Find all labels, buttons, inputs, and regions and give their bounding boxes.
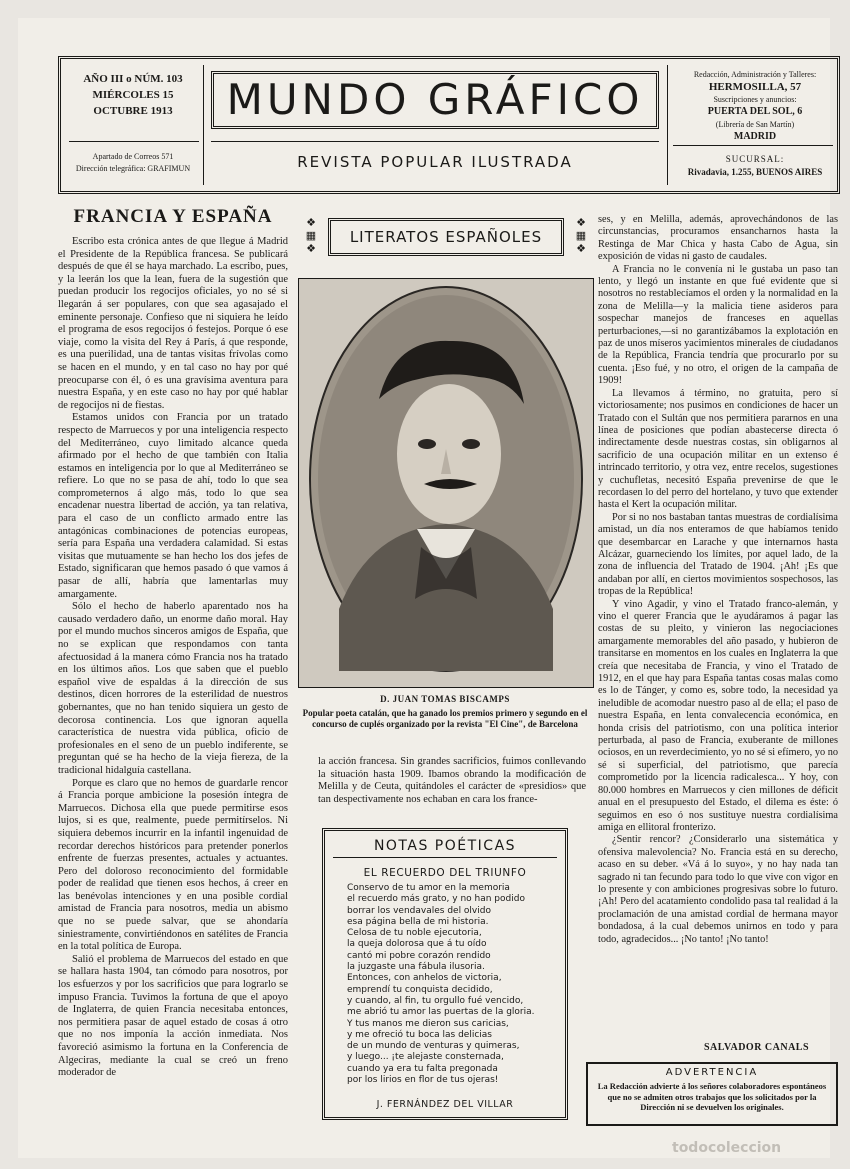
article-column-1	[58, 236, 288, 1080]
paragraph: La llevamos á término, no gratuita, pero sí victoriosamente; nos pusimos en condiciones de hacer un Tratado con el Sultán que nos permitiera pararnos en una línea de posiciones que podían abastecerse directa ó indirectamente desde nuestras costas, sin obligarnos al sacrificio de una ocupación militar en un extenso é intrincado territorio, y otra vez, entre recelos, sugestiones y cuchufletas, necesitó España prevenirse de que le recordasen lo del perro del hortelano, y tuvo que extender hasta el Kert la ocupación militar.	[598, 387, 838, 511]
poem-text	[347, 883, 557, 1086]
article-column-3	[598, 214, 838, 946]
masthead-subtitle: REVISTA POPULAR ILUSTRADA	[297, 153, 573, 171]
paragraph: Y vino Agadir, y vino el Tratado franco-alemán, y vino el querer Francia que le ayudáramos á pagar las costas de su pleito, y vinieron las negociaciones amargamente memorables del año pasado, y hubieron de transitarse en momentos en los cuales en Inglaterra la que creía que necesitaba de Francia, y vino el Tratado de 1912, en el que hay para España tantas cosas malas como es lo de Tánger, y como es, sobre todo, la necesidad ya ineludible de acomodar nuestro paso al de ella; el paso de nuestra España, en lenta convalecencia económica, en honda crisis del patriotismo, con una política interior perturbada, al paso de Francia, exuberante de millones ociosos, en un reverdecimiento, yo no sé si efímero, yo no sé si superficial, del patriotismo, que parecía comprometido por la licencia radicalesca... Y hoy, con 80.000 hombres en Marruecos y cien millones de déficit anual en el presupuesto del Estado, el dilema es éste: ó seguimos en eso ó nos sustituye nuestra cordialísima amiga en ellitoral fronterizo.	[598, 598, 838, 833]
poem-line: Entonces, con anhelos de victoria,	[347, 973, 502, 984]
poem-line: borrar los vendavales del olvido	[347, 905, 491, 916]
masthead	[58, 56, 840, 194]
city: MADRID	[733, 131, 777, 142]
poem-line: Conservo de tu amor en la memoria	[347, 883, 510, 893]
watermark-text: todocoleccion	[672, 1140, 782, 1156]
divider	[667, 65, 668, 185]
paragraph: Salió el problema de Marruecos del estado en que se hallara hasta 1904, tan cómodo para nosotros, por los esfuerzos y por los sacrificios que para lograrlo se impuso Francia. Tuvimos la fortuna de que el apoyo de Inglaterra, de quien Francia necesitaba entonces, nos permitiera pasar de aquel estado de cosas á otro que no nos imponía la acción inmediata. Nos favoreció asimismo la fortuna en la Conferencia de Algeciras, mediante la cual se creó un freno moderador de	[58, 953, 288, 1079]
branch-label: SUCURSAL:	[725, 154, 785, 164]
divider	[69, 141, 199, 142]
portrait-caption-name: D. JUAN TOMAS BISCAMPS	[380, 694, 510, 704]
subs-note: (Librería de San Martín)	[715, 120, 795, 129]
contact-line: Dirección telegráfica: GRAFIMUN	[75, 164, 191, 173]
poem-line: de un mundo de venturas y quimeras,	[347, 1041, 520, 1052]
paragraph: Sólo el hecho de haberlo aparentado nos ha causado verdadero daño, un enorme daño moral. Hay por el mundo muchos sinceros amigos de España, que no se explican que respondamos con tanta afectuosidad á la manera cómo Francia nos ha tratado en los últimos años. Los que saben que el pueblo español vive de espaldas á la dirección de sus destinos, dicen horrores de la esterilidad de nuestros gobernantes, que no han tenido siquiera un gesto de decorosa continencia. Los que ignoran aquella característica de nuestra vida pública, oficio de profesionales en el seno de un pueblo indiferente, se preguntan qué se ha hecho de la vieja fiereza, de la tradicional hidalguía castellana.	[58, 601, 288, 776]
paragraph: Porque es claro que no hemos de guardarle rencor á Francia porque ambicione la posesión íntegra de Marruecos. Dichosa ella que puede permitirse esos lujos, si es que, realmente, puede permitírselos. Ni siquiera debemos incurrir en la infantil ingenuidad de recordar derechos históricos para pretender ponerlos enfrente de fuerzas presentes, actuales y actuantes. Pero del doloroso reconocimiento del formidable poder de realidad que tienen esos hechos, á creer en las benévolas intenciones y en una posible cordial amistad de Francia para nosotros, media un abismo que no se puede salvar, que se ahondaría siniestramente, convirtiéndonos en satélites de Francia en la total política de Europa.	[58, 777, 288, 953]
paragraph: ses, y en Melilla, además, aprovechándonos de las circunstancias, procuramos ensancharnos hasta la Restinga de Mar Chica y hasta Cabo de Agua, sin exposición de vidas ni gasto de caudales.	[598, 214, 838, 263]
poem-line: y luego... ¡te alejaste consternada,	[347, 1052, 504, 1063]
subs-address: PUERTA DEL SOL, 6	[707, 106, 803, 117]
poem-line: por los lirios en flor de tus ojeras!	[347, 1075, 499, 1086]
paragraph: Por si no nos bastaban tantas muestras de cordialísima amistad, un día nos enteramos de que habíamos tenido que desembarcar en Larache y que internarnos hasta Alcázar, guarneciendo los límites, por aquel lado, de la zona de influencia del Tratado de 1904. ¡Ah! ¡Es que andaban por allí, en ciertos movimientos sospechosos, las tropas de la República!	[598, 511, 838, 598]
issue-info	[71, 71, 195, 119]
poem-line: cuando ya era tu falta pregonada	[347, 1063, 498, 1074]
contact-info	[71, 151, 195, 175]
poem-line: Celosa de tu noble ejecutoria,	[347, 928, 482, 939]
contact-line: Apartado de Correos 571	[92, 152, 174, 161]
advertencia-box	[586, 1062, 838, 1126]
branch-address: Rivadavia, 1.255, BUENOS AIRES	[687, 167, 823, 177]
literatos-label: LITERATOS ESPAÑOLES	[328, 218, 564, 256]
article-signature: SALVADOR CANALS	[704, 1042, 810, 1053]
office-address: HERMOSILLA, 57	[708, 81, 802, 93]
poem-line: esa página bella de mi historia.	[347, 916, 489, 927]
poem-line: la juzgaste una fábula ilusoria.	[347, 962, 485, 973]
poem-line: y cuando, al fin, tu orgullo fué vencido,	[347, 995, 524, 1006]
notas-poeticas-box	[322, 828, 568, 1120]
portrait-caption-text: Popular poeta catalán, que ha ganado los premios primero y segundo en el concurso de cuplés organizado por la revista "El Cine", de Barcelona	[302, 708, 588, 729]
office-info	[677, 69, 833, 144]
branch-info	[677, 153, 833, 179]
poem-line: el recuerdo más grato, y no han podido	[347, 894, 525, 905]
office-label: Redacción, Administración y Talleres:	[693, 70, 817, 79]
poem-line: y me ofreció tu boca las delicias	[347, 1029, 492, 1040]
article-column-2	[318, 756, 586, 806]
poem-author: J. FERNÁNDEZ DEL VILLAR	[376, 1099, 514, 1110]
poem-title: EL RECUERDO DEL TRIUNFO	[363, 867, 527, 879]
portrait-photo	[298, 278, 594, 688]
paragraph: A Francia no le convenía ni le gustaba un paso tan lento, y llegó un instante en que fué evidente que si nosotros no restablecíamos el orden y la normalidad en la zona de Melilla—y la malicia tiene asideros para sospechar manejos de franceses en aquellas perturbaciones,—si no garantizábamos la explotación en paz de unos míseros yacimientos minerales de ciudadanos de la República, Francia tendría que procurarlo por su cuenta. ¡Eso fué, y no otro, el origen de la campaña de 1909!	[598, 263, 838, 387]
issue-line: MIÉRCOLES 15	[92, 89, 174, 101]
ornament-icon: ❖ ▦ ❖	[575, 217, 587, 255]
issue-line: AÑO III o NÚM. 103	[83, 73, 183, 85]
poem-line: emprendí tu conquista decidido,	[347, 984, 493, 995]
divider	[211, 141, 659, 142]
issue-line: OCTUBRE 1913	[93, 105, 173, 117]
notas-label: NOTAS POÉTICAS	[333, 835, 557, 858]
masthead-title-frame	[211, 71, 659, 129]
article-headline: FRANCIA Y ESPAÑA	[73, 206, 273, 227]
ornament-icon: ❖ ▦ ❖	[305, 217, 317, 255]
literatos-header	[298, 214, 594, 260]
poem-line: Y tus manos me dieron sus caricias,	[347, 1018, 509, 1029]
advertencia-title: ADVERTENCIA	[665, 1067, 759, 1078]
masthead-title: MUNDO GRÁFICO	[226, 75, 644, 124]
advertencia-text: La Redacción advierte á los señores colaboradores espontáneos que no se admiten otros trabajos que los solicitados por la Dirección ni se devuelven los originales.	[597, 1081, 827, 1112]
portrait-illustration	[299, 279, 593, 687]
divider	[673, 145, 833, 146]
paragraph: la acción francesa. Sin grandes sacrificios, fuimos conllevando la situación hasta 1909. Ibamos obrando la modificación de Melilla y de Ceuta, quitándoles el carácter de «presidios» que tan despectivamente nos echaban en cara los france-	[318, 756, 586, 805]
paragraph: Escribo esta crónica antes de que llegue á Madrid el Presidente de la República francesa. Se publicará después de que él se haya marchado. La escribo, pues, y la leerán los que la lean, fuera de la sugestión que puedan producir los regocijos oficiales, yo no sé si llegarán á ser populares, con que sea agasajado el eminente personaje. Confieso que ni siquiera he leído el programa de esos regocijos ó festejos. Porque ó ese viaje, como la visita del Rey á París, á que responde, es una puerilidad, una de tantas visitas frívolas como se hacen en el mundo, y en tal caso no hay por qué preocuparse con él, ó es una gravísima aventura para nuestra España, y en este caso no hay por qué hablar de regocijos ni de fiestas.	[58, 236, 288, 411]
poem-line: la queja dolorosa que á tu oído	[347, 939, 487, 950]
paragraph: ¿Sentir rencor? ¿Considerarlo una sistemática y ofensiva malevolencia? No. Francia está en su derecho, acaso en su deber. «Vá á lo suyo», y no hay nada tan sagrado ni tan fecundo para todo lo que vive con vigor en lo presente y con ambiciones progresivas sobre lo futuro. ¡Ah! Pero del acatamiento condolido pasa tal realidad á la proclamación de una amistad cordial de hermana mayor bondadosa, á la cual debemos unirnos en todo y para todo, agradecidos... ¡No tanto! ¡No tanto!	[598, 834, 838, 945]
poem-line: cantó mi pobre corazón rendido	[347, 950, 491, 961]
divider	[203, 65, 204, 185]
paragraph: Estamos unidos con Francia por un tratado respecto de Marruecos y por una inteligencia respecto del Mediterráneo, cuyo limitado alcance queda afirmado por el hecho de que también con Italia estamos en inteligencia por lo que al Mediterráneo se refiere. Lo que no se pasa de ahí, todo lo que sea comprometernos á algo más, todo lo que sea encadenar nuestra libertad de acción, ya tan relativa, para el caso de un conflicto armado entre las antagónicas combinaciones de potencias europeas, sería para España una verdadera calamidad. Si estas visitas que mutuamente se han hecho los dos jefes de Estado, significaran que hemos pasado ó que vamos á pasar de allí, habría que lamentarlas muy amargamente.	[58, 412, 288, 600]
subs-label: Suscripciones y anuncios:	[713, 95, 797, 104]
poem-line: me abrió tu amor las puertas de la gloria.	[347, 1007, 535, 1018]
